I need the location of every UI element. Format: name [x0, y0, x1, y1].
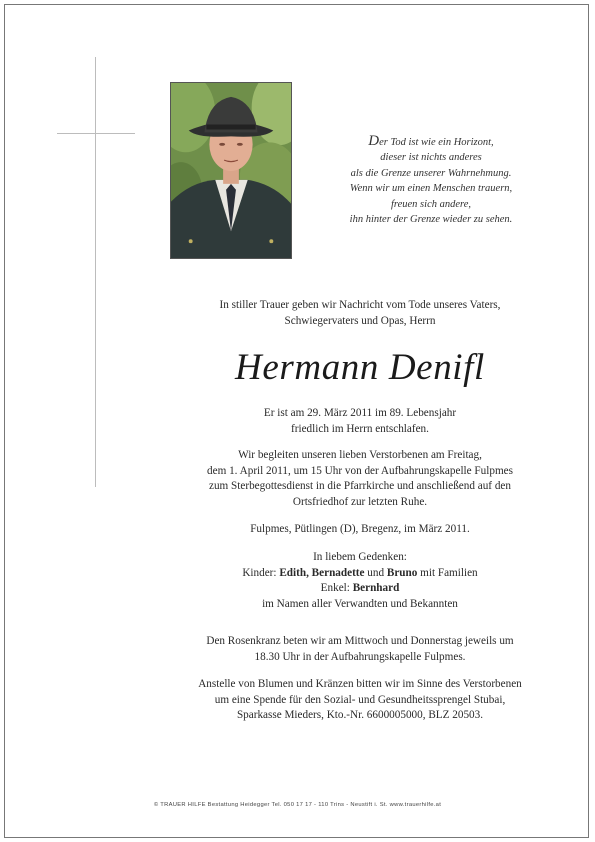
poem-line: Der Tod ist wie ein Horizont, — [368, 133, 494, 149]
funeral-line: Wir begleiten unseren lieben Verstorbenen am Freitag, — [238, 449, 482, 461]
donation-line: Sparkasse Mieders, Kto.-Nr. 6600005000, BLZ 20503. — [236, 709, 484, 722]
intro-line: Schwiegervaters und Opas, Herrn — [284, 314, 436, 327]
footer-credit: © TRAUER HILFE Bestattung Heidegger Tel. 050 17 17 - 110 Trins - Neustift i. St. www.trauerhilfe.at — [153, 802, 442, 808]
poem-line: Wenn wir um einen Menschen trauern, — [349, 183, 513, 195]
funeral-line: zum Sterbegottesdienst in die Pfarrkirche und anschließend auf den — [209, 480, 511, 493]
deceased-name: Hermann Denifl — [235, 347, 485, 388]
intro-text — [150, 298, 570, 329]
poem-drop-letter: D — [368, 133, 380, 149]
child-name: Bruno — [386, 566, 418, 579]
death-notice — [150, 406, 570, 437]
child-name: Bernadette — [311, 566, 365, 579]
donation-line: um eine Spende für den Sozial- und Gesundheitssprengel Stubai, — [214, 693, 506, 706]
poem-line: freuen sich andere, — [391, 198, 471, 210]
funeral-details — [150, 448, 570, 510]
poem-line: ihn hinter der Grenze wieder zu sehen. — [349, 214, 513, 226]
poem-line: als die Grenze unserer Wahrnehmung. — [350, 167, 512, 179]
place-date — [150, 522, 570, 538]
death-line: Er ist am 29. März 2011 im 89. Lebensjahr — [263, 407, 457, 419]
poem-line: dieser ist nichts anderes — [380, 152, 482, 164]
relatives-line: im Namen aller Verwandten und Bekannten — [262, 597, 458, 610]
portrait-photo — [170, 82, 292, 259]
donation-notice — [150, 677, 570, 724]
poem — [302, 134, 560, 227]
intro-line: In stiller Trauer geben wir Nachricht vom Tode unseres Vaters, — [219, 299, 501, 311]
memory-section — [150, 550, 570, 612]
child-name: Edith, — [279, 566, 309, 579]
donation-line: Anstelle von Blumen und Kränzen bitten wir im Sinne des Verstorbenen — [198, 678, 522, 690]
place-date-line: Fulpmes, Pütlingen (D), Bregenz, im März 2011. — [250, 523, 470, 535]
children-line: Kinder: Edith, Bernadette und Bruno mit Familien — [242, 566, 478, 579]
cross-horizontal-beam — [57, 133, 135, 134]
rosary-notice — [150, 634, 570, 665]
grandchild-name: Bernhard — [352, 582, 400, 595]
rosary-line: Den Rosenkranz beten wir am Mittwoch und Donnerstag jeweils um — [206, 635, 514, 647]
memory-heading: In liebem Gedenken: — [313, 551, 407, 563]
funeral-line: dem 1. April 2011, um 15 Uhr von der Aufbahrungskapelle Fulpmes — [207, 464, 513, 477]
death-line: friedlich im Herrn entschlafen. — [291, 422, 429, 435]
funeral-line: Ortsfriedhof zur letzten Ruhe. — [292, 495, 428, 508]
rosary-line: 18.30 Uhr in der Aufbahrungskapelle Fulpmes. — [254, 650, 466, 663]
cross-vertical-beam — [95, 57, 96, 487]
grandchild-line: Enkel: Bernhard — [320, 582, 400, 595]
